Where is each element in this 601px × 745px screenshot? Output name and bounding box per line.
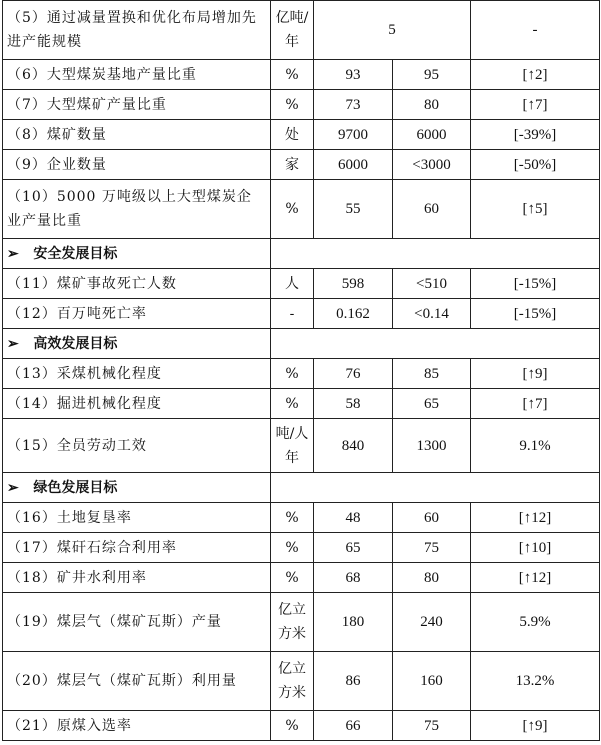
table-row	[3, 711, 600, 741]
value-2015: 65	[314, 533, 393, 563]
section-marker-icon: ➢	[7, 245, 19, 262]
table-row	[3, 503, 600, 533]
table-row	[3, 299, 600, 329]
section-heading	[3, 473, 271, 503]
indicator-name: （12）百万吨死亡率	[3, 299, 271, 329]
value-2015: 68	[314, 563, 393, 593]
value-2015: 66	[314, 711, 393, 741]
indicator-unit: 亿立方米	[271, 593, 314, 652]
value-2015: 58	[314, 389, 393, 419]
value-2020: 240	[393, 593, 471, 652]
indicator-name: （8）煤矿数量	[3, 120, 271, 150]
indicator-name: （7）大型煤矿产量比重	[3, 90, 271, 120]
value-2020: 6000	[393, 120, 471, 150]
value-2015: 6000	[314, 150, 393, 180]
value-2020: <510	[393, 269, 471, 299]
indicator-name: （19）煤层气（煤矿瓦斯）产量	[3, 593, 271, 652]
target-value: [-39%]	[471, 120, 600, 150]
table-row	[3, 90, 600, 120]
indicator-name: （15）全员劳动工效	[3, 419, 271, 473]
indicator-unit: 处	[271, 120, 314, 150]
table-row	[3, 120, 600, 150]
indicator-name: （16）土地复垦率	[3, 503, 271, 533]
value-2020: <3000	[393, 150, 471, 180]
value-2020: 1300	[393, 419, 471, 473]
indicator-name: （21）原煤入选率	[3, 711, 271, 741]
indicator-name: （6）大型煤炭基地产量比重	[3, 60, 271, 90]
table-row	[3, 1, 600, 60]
section-title: 绿色发展目标	[33, 479, 118, 496]
target-value: [↑2]	[471, 60, 600, 90]
indicator-unit: %	[271, 60, 314, 90]
target-value: [-50%]	[471, 150, 600, 180]
value-2015: 9700	[314, 120, 393, 150]
target-value: 5.9%	[471, 593, 600, 652]
indicator-unit: 家	[271, 150, 314, 180]
section-title: 高效发展目标	[33, 335, 118, 352]
table-row	[3, 593, 600, 652]
target-value: [↑12]	[471, 503, 600, 533]
value-2020: <0.14	[393, 299, 471, 329]
table-row	[3, 563, 600, 593]
target-value: [↑10]	[471, 533, 600, 563]
section-row	[3, 239, 600, 269]
table-row	[3, 150, 600, 180]
value-2020: 160	[393, 652, 471, 711]
target-value: [↑5]	[471, 180, 600, 239]
table-row	[3, 180, 600, 239]
value-2015: 48	[314, 503, 393, 533]
target-value: [↑9]	[471, 711, 600, 741]
value-2015: 76	[314, 359, 393, 389]
value-2020: 95	[393, 60, 471, 90]
section-blank	[271, 473, 600, 503]
indicator-unit: %	[271, 90, 314, 120]
indicator-unit: %	[271, 533, 314, 563]
indicator-unit: %	[271, 711, 314, 741]
section-title: 安全发展目标	[33, 245, 118, 262]
target-value: 9.1%	[471, 419, 600, 473]
target-value: [↑7]	[471, 389, 600, 419]
table-row	[3, 652, 600, 711]
value-2020: 80	[393, 563, 471, 593]
section-marker-icon: ➢	[7, 335, 19, 352]
indicator-unit: 亿立方米	[271, 652, 314, 711]
indicator-unit: %	[271, 389, 314, 419]
indicator-unit: 吨/人年	[271, 419, 314, 473]
section-heading	[3, 329, 271, 359]
target-value: [↑9]	[471, 359, 600, 389]
table-row	[3, 359, 600, 389]
target-value: -	[471, 1, 600, 60]
value-2015: 598	[314, 269, 393, 299]
table-row	[3, 60, 600, 90]
value-2015: 180	[314, 593, 393, 652]
target-value: 13.2%	[471, 652, 600, 711]
indicator-name: （9）企业数量	[3, 150, 271, 180]
section-blank	[271, 239, 600, 269]
target-value: [-15%]	[471, 299, 600, 329]
value-2020: 60	[393, 180, 471, 239]
merged-value: 5	[314, 1, 471, 60]
value-2020: 60	[393, 503, 471, 533]
value-2015: 86	[314, 652, 393, 711]
value-2015: 840	[314, 419, 393, 473]
indicator-name: （10）5000 万吨级以上大型煤炭企业产量比重	[3, 180, 271, 239]
section-row	[3, 329, 600, 359]
indicator-name: （14）掘进机械化程度	[3, 389, 271, 419]
value-2015: 0.162	[314, 299, 393, 329]
indicator-name: （5）通过减量置换和优化布局增加先进产能规模	[3, 1, 271, 60]
indicator-unit: %	[271, 180, 314, 239]
table-row	[3, 269, 600, 299]
target-value: [↑12]	[471, 563, 600, 593]
section-marker-icon: ➢	[7, 479, 19, 496]
indicator-name: （18）矿井水利用率	[3, 563, 271, 593]
coal-targets-table	[2, 0, 600, 741]
indicator-unit: %	[271, 563, 314, 593]
indicator-unit: %	[271, 503, 314, 533]
value-2020: 75	[393, 711, 471, 741]
value-2015: 55	[314, 180, 393, 239]
section-row	[3, 473, 600, 503]
target-value: [↑7]	[471, 90, 600, 120]
indicator-name: （20）煤层气（煤矿瓦斯）利用量	[3, 652, 271, 711]
table-row	[3, 533, 600, 563]
value-2020: 65	[393, 389, 471, 419]
indicator-name: （13）采煤机械化程度	[3, 359, 271, 389]
indicator-unit: 亿吨/年	[271, 1, 314, 60]
value-2015: 73	[314, 90, 393, 120]
indicator-name: （11）煤矿事故死亡人数	[3, 269, 271, 299]
indicator-name: （17）煤矸石综合利用率	[3, 533, 271, 563]
target-value: [-15%]	[471, 269, 600, 299]
value-2015: 93	[314, 60, 393, 90]
indicator-unit: -	[271, 299, 314, 329]
table-row	[3, 389, 600, 419]
value-2020: 85	[393, 359, 471, 389]
table-row	[3, 419, 600, 473]
indicator-unit: %	[271, 359, 314, 389]
value-2020: 75	[393, 533, 471, 563]
value-2020: 80	[393, 90, 471, 120]
section-blank	[271, 329, 600, 359]
section-heading	[3, 239, 271, 269]
indicator-unit: 人	[271, 269, 314, 299]
